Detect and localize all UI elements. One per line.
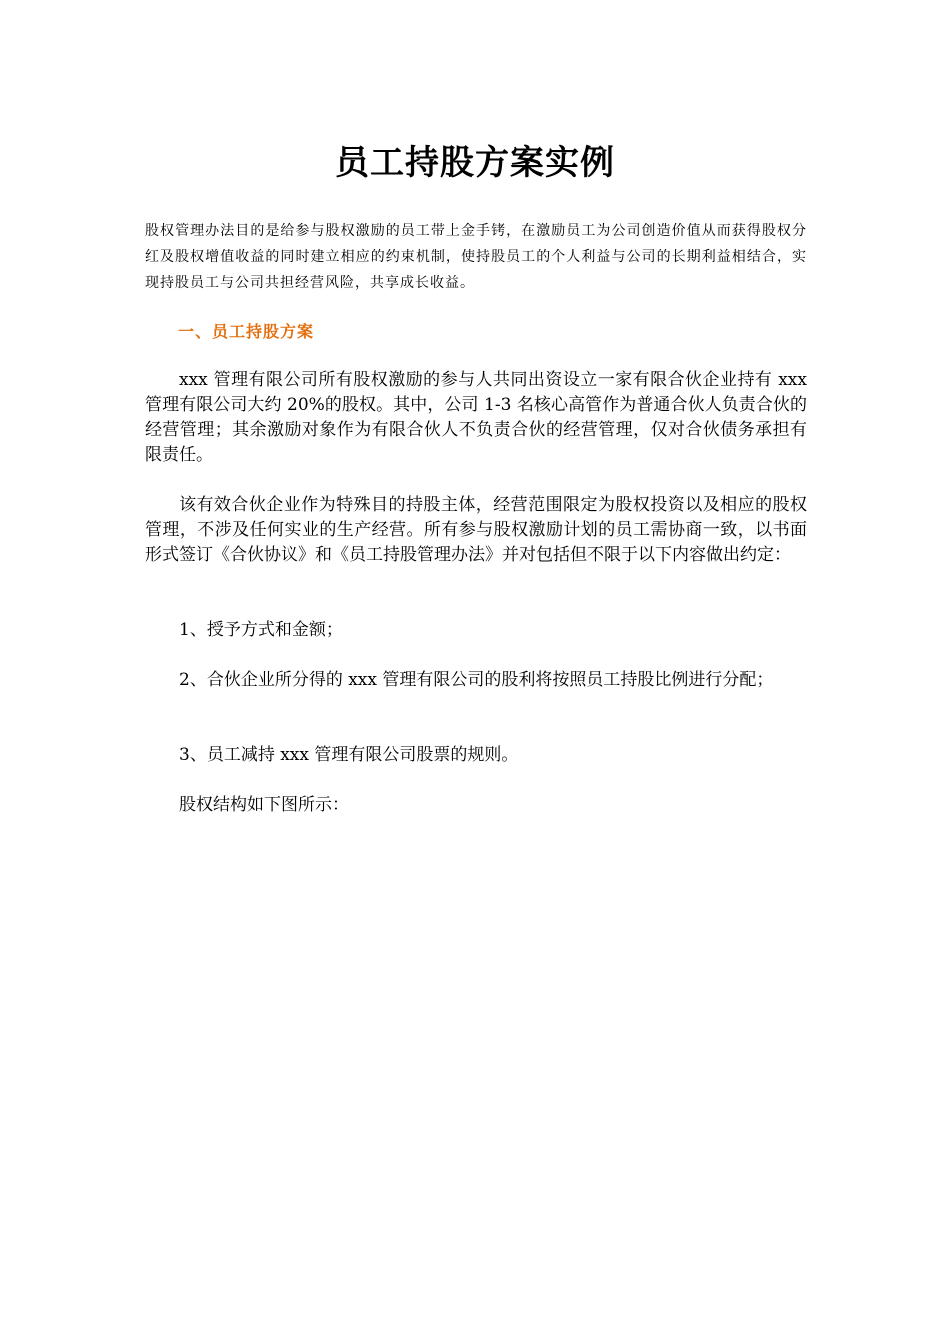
intro-paragraph: 股权管理办法目的是给参与股权激励的员工带上金手铐，在激励员工为公司创造价值从而获得股权分红及股权增值收益的同时建立相应的约束机制，使持股员工的个人利益与公司的长期利益相结合，实现持股员工与公司共担经营风险，共享成长收益。	[145, 223, 807, 291]
list-item-dividend-distribution: 2、合伙企业所分得的 xxx 管理有限公司的股利将按照员工持股比例进行分配；	[179, 670, 774, 690]
body-paragraph-structure: xxx 管理有限公司所有股权激励的参与人共同出资设立一家有限合伙企业持有 xxx 管理有限公司大约 20%的股权。其中，公司 1-3 名核心高管作为普通合伙人负责合伙的经营管理；其余激励对象作为有限合伙人不负责合伙的经营管理，仅对合伙债务承担有限责任。	[145, 370, 807, 465]
section-heading: 一、员工持股方案	[178, 322, 315, 341]
page-title: 员工持股方案实例	[335, 143, 615, 183]
list-item-grant-method: 1、授予方式和金额；	[179, 620, 343, 640]
figure-intro-line: 股权结构如下图所示：	[179, 795, 349, 815]
list-item-reduction-rules: 3、员工减持 xxx 管理有限公司股票的规则。	[179, 745, 519, 765]
body-paragraph-partnership: 该有效合伙企业作为特殊目的持股主体，经营范围限定为股权投资以及相应的股权管理，不涉及任何实业的生产经营。所有参与股权激励计划的员工需协商一致，以书面形式签订《合伙协议》和《员工持股管理办法》并对包括但不限于以下内容做出约定：	[145, 495, 807, 565]
